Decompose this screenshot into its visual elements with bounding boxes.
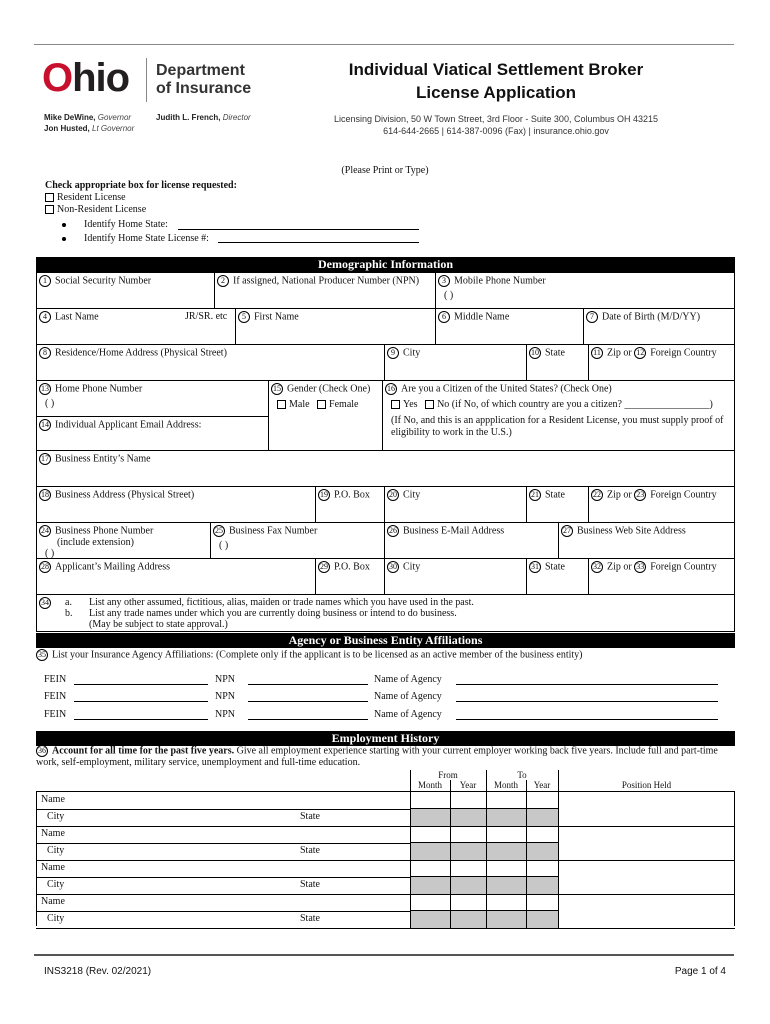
business-zip-field[interactable]: 22 Zip or 23 Foreign Country — [589, 487, 734, 523]
footer-rule — [34, 954, 734, 956]
home-zip-field[interactable]: 11 Zip or 12 Foreign Country — [589, 345, 734, 381]
shaded-cell — [410, 843, 450, 860]
shaded-cell — [450, 809, 486, 826]
citizenship-field: 16 Are you a Citizen of the United States? (Check One) Yes No (if No, of which country are you a citizen? _________________) (If No, and this is an appplication for a Resident License, you must supply proof of eligibility to work in the U.S.) — [383, 381, 734, 451]
date-field[interactable] — [410, 826, 450, 843]
position-held-field[interactable] — [558, 826, 734, 860]
header-rule — [34, 44, 734, 45]
fein-field[interactable] — [74, 701, 208, 702]
department-logo: Department of Insurance — [156, 62, 252, 97]
employer-state-label: State — [300, 845, 320, 856]
governor-names: Mike DeWine, Governor Jon Husted, Lt Governor — [44, 113, 135, 133]
fein-field[interactable] — [74, 719, 208, 720]
shaded-cell — [486, 843, 526, 860]
position-held-field[interactable] — [558, 860, 734, 894]
business-website-field[interactable]: 27 Business Web Site Address — [559, 523, 734, 559]
logo-divider — [146, 58, 147, 102]
last-name-field[interactable]: 4 Last Name JR/SR. etc — [37, 309, 236, 345]
date-field[interactable] — [486, 826, 526, 843]
form-title: Individual Viatical Settlement Broker License Application — [348, 60, 644, 102]
date-field[interactable] — [450, 860, 486, 877]
business-email-field[interactable]: 26 Business E-Mail Address — [385, 523, 559, 559]
employer-name-field[interactable] — [37, 792, 409, 809]
director-name: Judith L. French, Director — [156, 113, 251, 122]
home-address-field[interactable]: 8 Residence/Home Address (Physical Street) — [37, 345, 385, 381]
business-address-field[interactable]: 18 Business Address (Physical Street) — [37, 487, 316, 523]
employment-instructions: 36 Account for all time for the past five years. Give all employment experience starting with your current employer working back five years. Include full and part-time work, self-employment, military service, unemployment and full-time education. — [36, 745, 718, 769]
home-state-license-field[interactable] — [218, 242, 419, 243]
agency-name-field[interactable] — [456, 684, 718, 685]
business-fax-field[interactable]: 25 Business Fax Number ( ) — [211, 523, 385, 559]
npn-field[interactable] — [248, 701, 368, 702]
employer-name-field[interactable] — [37, 894, 409, 911]
shaded-cell — [526, 911, 558, 928]
citizen-no-checkbox[interactable] — [425, 400, 434, 409]
mobile-phone-field[interactable]: 3 Mobile Phone Number ( ) — [436, 273, 734, 309]
female-checkbox[interactable] — [317, 400, 326, 409]
ohio-logo: Ohio — [42, 56, 130, 100]
ssn-field[interactable]: 1 Social Security Number — [37, 273, 215, 309]
other-names-field[interactable]: 34 a. List any other assumed, fictitious, alias, maiden or trade names which you have used in the past. b. List any trade names under which you are currently doing business or intend to do business. (May be subject to state approval.) — [41, 597, 474, 630]
business-po-box-field[interactable]: 19 P.O. Box — [316, 487, 385, 523]
demographic-header: Demographic Information — [36, 257, 735, 272]
fein-field[interactable] — [74, 684, 208, 685]
employer-city-label: City — [47, 845, 65, 856]
employer-name-field[interactable] — [37, 860, 409, 877]
shaded-cell — [450, 877, 486, 894]
resident-checkbox[interactable] — [45, 193, 54, 202]
citizen-yes-checkbox[interactable] — [391, 400, 400, 409]
mailing-address-field[interactable]: 28 Applicant’s Mailing Address — [37, 559, 316, 595]
agency-name-field[interactable] — [456, 719, 718, 720]
demographic-grid — [36, 272, 735, 632]
business-state-field[interactable]: 21 State — [527, 487, 589, 523]
npn-field[interactable] — [248, 719, 368, 720]
agency-name-field[interactable] — [456, 701, 718, 702]
home-phone-field[interactable]: 13 Home Phone Number ( ) — [37, 381, 269, 417]
middle-name-field[interactable]: 6 Middle Name — [436, 309, 584, 345]
employer-state-label: State — [300, 811, 320, 822]
employment-table: From To Month Year Month Year Position Held Name City State Name City State Name City State Name City State — [36, 770, 735, 927]
date-field[interactable] — [450, 792, 486, 809]
mailing-state-field[interactable]: 31 State — [527, 559, 589, 595]
shaded-cell — [410, 809, 450, 826]
date-field[interactable] — [486, 860, 526, 877]
employer-city-label: City — [47, 811, 65, 822]
home-city-field[interactable]: 9 City — [385, 345, 527, 381]
home-state-license-label: Identify Home State License #: — [40, 233, 209, 244]
date-field[interactable] — [486, 894, 526, 911]
npn-field[interactable] — [248, 684, 368, 685]
shaded-cell — [410, 877, 450, 894]
business-city-field[interactable]: 20 City — [385, 487, 527, 523]
shaded-cell — [450, 843, 486, 860]
shaded-cell — [410, 911, 450, 928]
employer-name-label: Name — [41, 896, 65, 907]
shaded-cell — [486, 911, 526, 928]
nonresident-checkbox[interactable] — [45, 205, 54, 214]
first-name-field[interactable]: 5 First Name — [236, 309, 436, 345]
employer-city-label: City — [47, 913, 65, 924]
employer-name-field[interactable] — [37, 826, 409, 843]
date-field[interactable] — [410, 860, 450, 877]
gender-field: 15 Gender (Check One) Male Female — [269, 381, 383, 451]
date-field[interactable] — [410, 894, 450, 911]
home-state-label: Identify Home State: — [40, 219, 168, 230]
date-field[interactable] — [526, 894, 558, 911]
npn-field[interactable]: 2 If assigned, National Producer Number (NPN) — [215, 273, 436, 309]
shaded-cell — [526, 877, 558, 894]
shaded-cell — [526, 843, 558, 860]
nonresident-license-option[interactable]: Non-Resident License — [45, 204, 146, 215]
position-held-field[interactable] — [558, 792, 734, 826]
print-note: (Please Print or Type) — [341, 165, 429, 176]
resident-license-option[interactable]: Resident License — [45, 192, 126, 203]
employer-name-label: Name — [41, 862, 65, 873]
business-phone-field[interactable]: 24 Business Phone Number (include extension) ( ) — [37, 523, 211, 559]
employer-name-label: Name — [41, 794, 65, 805]
page-number: Page 1 of 4 — [674, 966, 726, 977]
email-field[interactable]: 14 Individual Applicant Email Address: — [37, 417, 269, 451]
division-address: Licensing Division, 50 W Town Street, 3rd Floor - Suite 300, Columbus OH 43215 614-644-2665 | 614-387-0096 (Fax) | insurance.ohio.gov — [334, 114, 658, 136]
agency-header: Agency or Business Entity Affiliations — [36, 633, 735, 648]
date-field[interactable] — [526, 860, 558, 877]
employer-city-label: City — [47, 879, 65, 890]
dob-field[interactable]: 7 Date of Birth (M/D/YY) — [584, 309, 734, 345]
employer-state-label: State — [300, 879, 320, 890]
shaded-cell — [486, 809, 526, 826]
shaded-cell — [486, 877, 526, 894]
mailing-zip-field[interactable]: 32 Zip or 33 Foreign Country — [589, 559, 734, 595]
mailing-po-box-field[interactable]: 29 P.O. Box — [316, 559, 385, 595]
date-field[interactable] — [410, 792, 450, 809]
agency-affiliations-instructions: 35 List your Insurance Agency Affiliations: (Complete only if the applicant is to be licensed as an active member of the business entity) — [38, 649, 583, 661]
home-state-field[interactable] — [178, 229, 419, 230]
license-type-heading: Check appropriate box for license requested: — [45, 180, 237, 191]
male-checkbox[interactable] — [277, 400, 286, 409]
home-state-field-demo[interactable]: 10 State — [527, 345, 589, 381]
shaded-cell — [450, 911, 486, 928]
employment-header: Employment History — [36, 731, 735, 746]
date-field[interactable] — [526, 826, 558, 843]
form-number: INS3218 (Rev. 02/2021) — [44, 966, 152, 977]
employer-state-label: State — [300, 913, 320, 924]
date-field[interactable] — [486, 792, 526, 809]
position-held-field[interactable] — [558, 894, 734, 928]
shaded-cell — [526, 809, 558, 826]
mailing-city-field[interactable]: 30 City — [385, 559, 527, 595]
date-field[interactable] — [450, 894, 486, 911]
business-entity-name-field[interactable]: 17 Business Entity’s Name — [37, 451, 734, 487]
date-field[interactable] — [450, 826, 486, 843]
employer-name-label: Name — [41, 828, 65, 839]
date-field[interactable] — [526, 792, 558, 809]
